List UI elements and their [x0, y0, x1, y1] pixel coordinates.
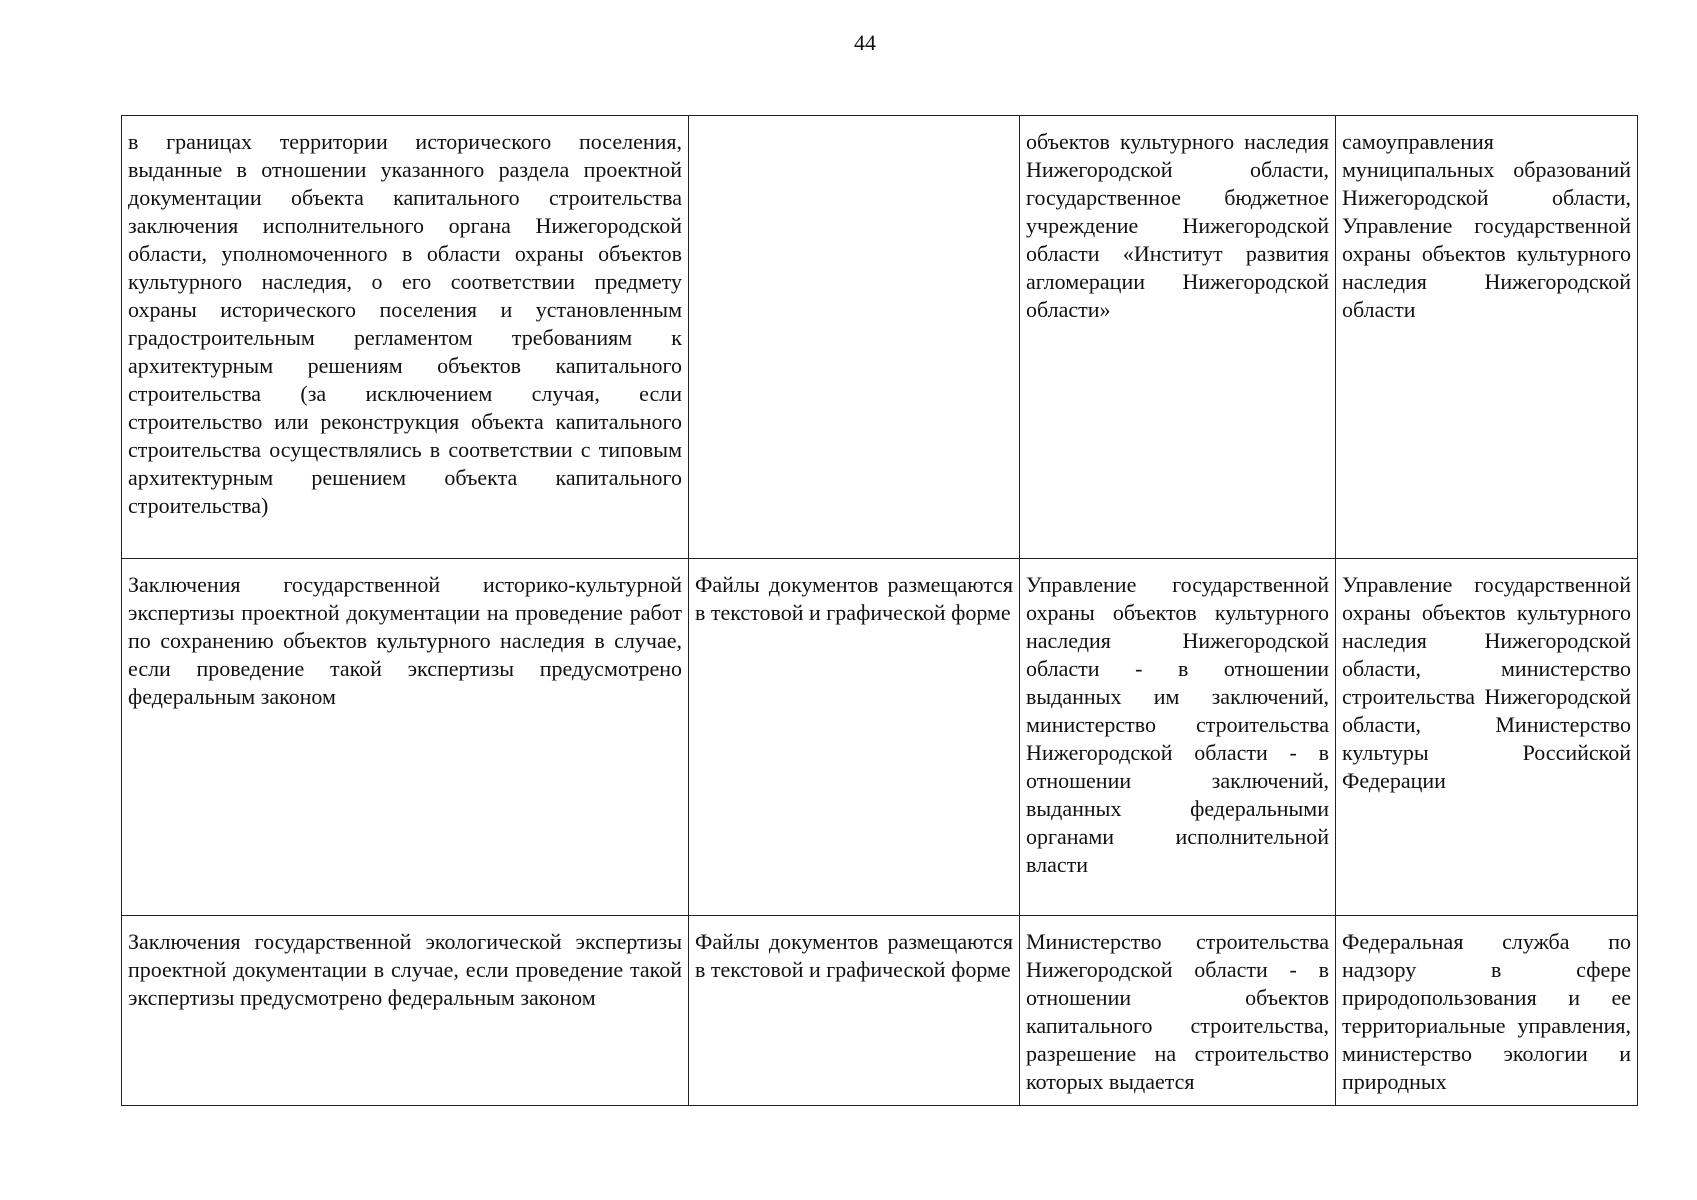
table-cell-responsible [1020, 116, 1336, 559]
cell-text: Заключения государственной историко-культурной экспертизы проектной документации на проведение работ по сохранению объектов культурного наследия в случае, если проведение такой экспертизы предусмотрено федеральным законом [128, 572, 682, 709]
document-table [121, 115, 1638, 1106]
page-number: 44 [854, 30, 876, 55]
table-cell-document-type [122, 116, 689, 559]
table-cell-responsible [1020, 916, 1336, 1106]
table-cell-format [689, 559, 1020, 916]
table-cell-format [689, 116, 1020, 559]
table-cell-responsible [1020, 559, 1336, 916]
table-cell-recipients [1336, 916, 1638, 1106]
cell-text: объектов культурного наследия Нижегородской области, государственное бюджетное учреждение Нижегородской области «Институт развития агломерации Нижегородской области» [1026, 129, 1329, 322]
table-cell-recipients [1336, 559, 1638, 916]
table-row [122, 559, 1638, 916]
cell-text: в границах территории исторического поселения, выданные в отношении указанного раздела проектной документации объекта капитального строительства заключения исполнительного органа Нижегородской области, уполномоченного в области охраны объектов культурного наследия, о его соответствии предмету охраны исторического поселения и установленным градостроительным регламентом требованиям к архитектурным решениям объектов капитального строительства (за исключением случая, если строительство или реконструкция объекта капитального строительства осуществлялись в соответствии с типовым архитектурным решением объекта капитального строительства) [128, 129, 682, 518]
table-row [122, 116, 1638, 559]
table-cell-format [689, 916, 1020, 1106]
cell-text: Управление государственной охраны объектов культурного наследия Нижегородской области, министерство строительства Нижегородской области, Министерство культуры Российской Федерации [1342, 572, 1631, 793]
cell-text: Федеральная служба по надзору в сфере природопользования и ее территориальные управления, министерство экологии и природных [1342, 929, 1631, 1094]
cell-text: Министерство строительства Нижегородской области - в отношении объектов капитального строительства, разрешение на строительство которых выдается [1026, 929, 1329, 1094]
cell-text: Файлы документов размещаются в текстовой и графической форме [695, 572, 1013, 625]
table-row [122, 916, 1638, 1106]
table-cell-document-type [122, 559, 689, 916]
table-cell-document-type [122, 916, 689, 1106]
cell-text: Заключения государственной экологической экспертизы проектной документации в случае, если проведение такой экспертизы предусмотрено федеральным законом [128, 929, 682, 1010]
cell-text: самоуправления муниципальных образований Нижегородской области, Управление государственной охраны объектов культурного наследия Нижегородской области [1342, 129, 1631, 322]
cell-text: Управление государственной охраны объектов культурного наследия Нижегородской области - в отношении выданных им заключений, министерство строительства Нижегородской области - в отношении заключений, выданных федеральными органами исполнительной власти [1026, 572, 1329, 877]
table-cell-recipients [1336, 116, 1638, 559]
cell-text: Файлы документов размещаются в текстовой и графической форме [695, 929, 1013, 982]
